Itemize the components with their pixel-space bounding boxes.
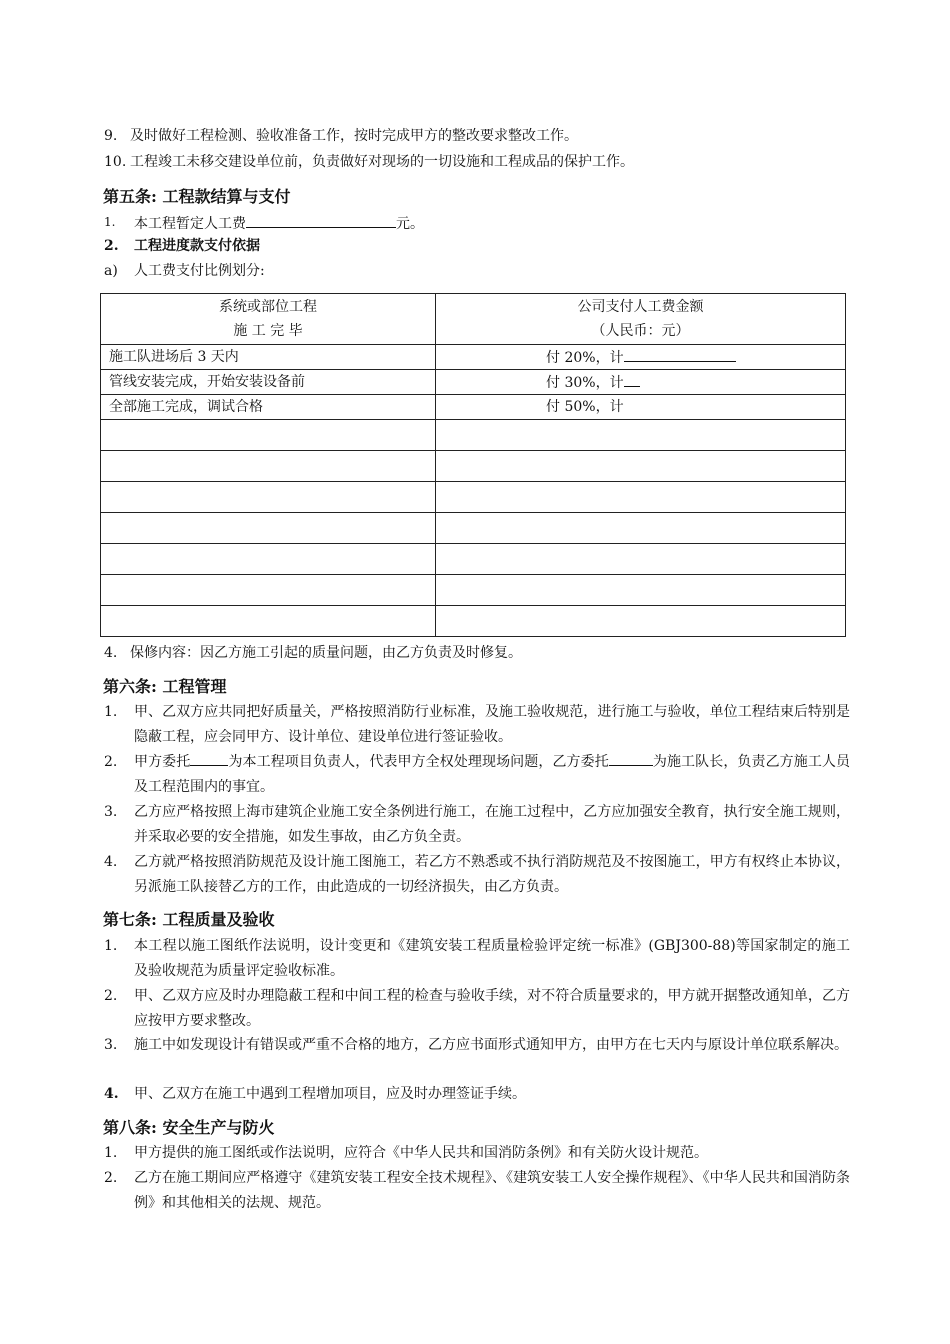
list-item: 甲、乙双方应及时办理隐蔽工程和中间工程的检查与验收手续，对不符合质量要求的，甲方就开据整改通知单，乙方应按甲方要求整改。 (134, 988, 850, 1029)
empty-cell (101, 420, 436, 451)
item-number: 4. (104, 1086, 119, 1102)
empty-cell (101, 451, 436, 482)
table-row-empty (101, 544, 846, 575)
table-row-empty (101, 420, 846, 451)
list-item (134, 212, 424, 234)
item-number: 9. (104, 128, 118, 144)
empty-cell (101, 606, 436, 637)
empty-cell (436, 575, 846, 606)
empty-cell (101, 575, 436, 606)
list-item (134, 750, 850, 800)
item-number: 4. (104, 854, 118, 870)
table-row (101, 345, 846, 370)
empty-cell (101, 482, 436, 513)
list-item: 甲、乙双方在施工中遇到工程增加项目，应及时办理签证手续。 (134, 1086, 526, 1102)
list-item-text: 甲方委托 (134, 754, 191, 770)
list-item: 本工程以施工图纸作法说明，设计变更和《建筑安装工程质量检验评定统一标准》(GBJ300-88)等国家制定的施工及验收规范为质量评定验收标准。 (134, 938, 850, 979)
amount-blank (624, 371, 640, 387)
item-number: 1. (104, 215, 116, 229)
item-number: 1. (104, 1145, 118, 1161)
amount-text: 付 30%，计 (546, 375, 624, 391)
list-item: 乙方就严格按照消防规范及设计施工图施工，若乙方不熟悉或不执行消防规范及不按图施工，甲方有权终止本协议，另派施工队接替乙方的工作，由此造成的一切经济损失，由乙方负责。 (134, 854, 850, 895)
stage-cell: 管线安装完成，开始安装设备前 (101, 370, 436, 395)
empty-cell (436, 451, 846, 482)
list-item: 乙方应严格按照上海市建筑企业施工安全条例进行施工，在施工过程中，乙方应加强安全教育，执行安全施工规则，并采取必要的安全措施，如发生事故，由乙方负全责。 (134, 804, 850, 845)
empty-cell (436, 544, 846, 575)
section-7-title: 第七条: 工程质量及验收 (103, 910, 275, 929)
table-row-empty (101, 513, 846, 544)
amount-text: 付 20%，计 (546, 350, 624, 366)
item-number: 2. (104, 1170, 118, 1186)
table-row (101, 395, 846, 420)
header-amount-line2: （人民币：元） (591, 323, 690, 339)
section-6-title: 第六条: 工程管理 (103, 677, 227, 696)
item-number: 1. (104, 938, 118, 954)
table-row-empty (101, 606, 846, 637)
list-item: 工程竣工未移交建设单位前，负责做好对现场的一切设施和工程成品的保护工作。 (130, 154, 634, 170)
empty-cell (436, 606, 846, 637)
table-row-empty (101, 575, 846, 606)
list-item: 乙方在施工期间应严格遵守《建筑安装工程安全技术规程》、《建筑安装工人安全操作规程》、《中华人民共和国消防条例》和其他相关的法规、规范。 (134, 1170, 850, 1211)
list-item: 工程进度款支付依据 (134, 238, 260, 254)
table-header-row (101, 294, 846, 345)
header-amount (436, 294, 846, 345)
list-item: 人工费支付比例划分: (134, 263, 265, 279)
list-item: 保修内容：因乙方施工引起的质量问题，由乙方负责及时修复。 (130, 645, 522, 661)
empty-cell (436, 513, 846, 544)
item-number: 4. (104, 645, 118, 661)
amount-cell: 付 50%，计 (436, 395, 846, 420)
stage-cell: 全部施工完成，调试合格 (101, 395, 436, 420)
header-stage (101, 294, 436, 345)
payment-schedule-table (100, 293, 846, 637)
labor-cost-label: 本工程暂定人工费 (134, 216, 246, 232)
item-number: a) (104, 263, 118, 279)
empty-cell (436, 482, 846, 513)
empty-cell (436, 420, 846, 451)
section-5-title: 第五条: 工程款结算与支付 (103, 187, 291, 206)
header-stage-line1: 系统或部位工程 (219, 299, 317, 315)
list-item: 施工中如发现设计有错误或严重不合格的地方，乙方应书面形式通知甲方，由甲方在七天内与原设计单位联系解决。 (134, 1037, 848, 1053)
list-item-text: 为本工程项目负责人，代表甲方全权处理现场问题，乙方委托 (228, 754, 609, 770)
amount-cell (436, 370, 846, 395)
list-item: 甲、乙双方应共同把好质量关，严格按照消防行业标准，及施工验收规范，进行施工与验收，单位工程结束后特别是隐蔽工程，应会同甲方、设计单位、建设单位进行签证验收。 (134, 704, 850, 745)
item-number: 3. (104, 1037, 118, 1053)
amount-cell (436, 345, 846, 370)
header-amount-line1: 公司支付人工费金额 (577, 299, 704, 315)
item-number: 2. (104, 988, 118, 1004)
empty-cell (101, 544, 436, 575)
item-number: 10. (104, 154, 127, 170)
section-8-title: 第八条: 安全生产与防火 (103, 1118, 275, 1137)
item-number: 2. (104, 754, 118, 770)
stage-cell: 施工队进场后 3 天内 (101, 345, 436, 370)
list-item-text: 为施工队长，负责乙方施工人员及工程范围内的事宜。 (134, 754, 851, 795)
blank-field (609, 750, 653, 766)
table-row-empty (101, 482, 846, 513)
list-item: 甲方提供的施工图纸或作法说明，应符合《中华人民共和国消防条例》和有关防火设计规范。 (134, 1145, 708, 1161)
item-number: 1. (104, 704, 118, 720)
list-item: 及时做好工程检测、验收准备工作，按时完成甲方的整改要求整改工作。 (130, 128, 578, 144)
header-stage-line2: 施 工 完 毕 (233, 323, 303, 339)
item-number: 3. (104, 804, 118, 820)
blank-field (190, 750, 228, 766)
table-row (101, 370, 846, 395)
labor-cost-blank (246, 212, 396, 228)
amount-blank (624, 346, 736, 362)
item-number: 2. (104, 238, 119, 254)
table-row-empty (101, 451, 846, 482)
labor-cost-unit: 元。 (396, 216, 424, 232)
empty-cell (101, 513, 436, 544)
